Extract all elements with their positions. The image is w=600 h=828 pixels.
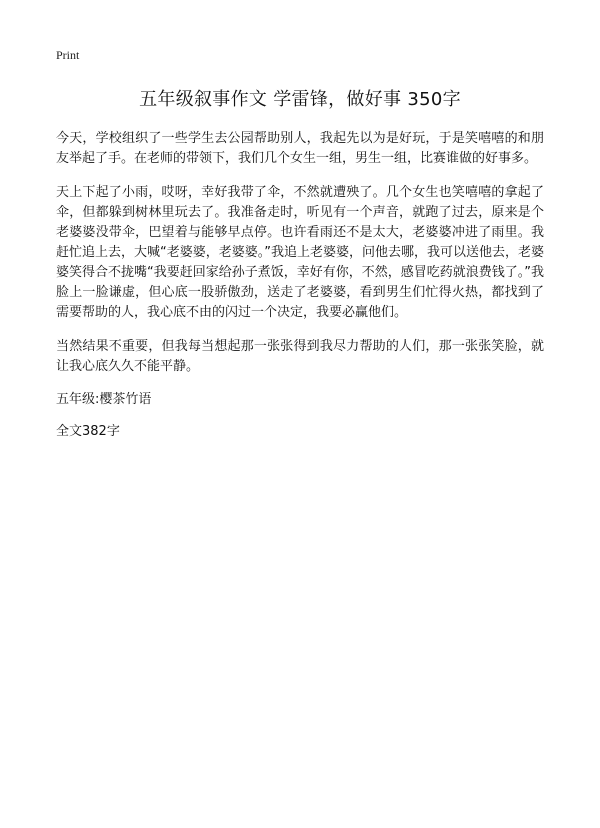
author-line: 五年级:樱茶竹语 <box>56 392 152 407</box>
word-count: 全文382字 <box>56 424 120 439</box>
paragraph-3: 当然结果不重要，但我每当想起那一张张得到我尽力帮助的人们，那一张张笑脸，就让我心底久久不能平静。 <box>56 339 544 374</box>
print-link[interactable]: Print <box>56 48 80 62</box>
paragraph-1: 今天，学校组织了一些学生去公园帮助别人，我起先以为是好玩，于是笑嘻嘻的和朋友举起了手。在老师的带领下，我们几个女生一组，男生一组，比赛谁做的好事多。 <box>56 131 544 166</box>
article-title: 五年级叙事作文 学雷锋，做好事 350字 <box>139 89 461 110</box>
paragraph-2: 天上下起了小雨，哎呀，幸好我带了伞，不然就遭殃了。几个女生也笑嘻嘻的拿起了伞，但都躲到树林里玩去了。我准备走时，听见有一个声音，就跑了过去，原来是个老婆婆没带伞，巴望着与能够早点停。也许看雨还不是太大，老婆婆冲进了雨里。我赶忙追上去，大喊“老婆婆，老婆婆。”我追上老婆婆，问他去哪，我可以送他去，老婆婆笑得合不拢嘴“我要赶回家给孙子煮饭，幸好有你，不然，感冒吃药就浪费钱了。”我脸上一脸谦虚，但心底一股骄傲劲，送走了老婆婆，看到男生们忙得火热，都找到了需要帮助的人，我心底不由的闪过一个决定，我要必赢他们。 <box>56 185 544 320</box>
